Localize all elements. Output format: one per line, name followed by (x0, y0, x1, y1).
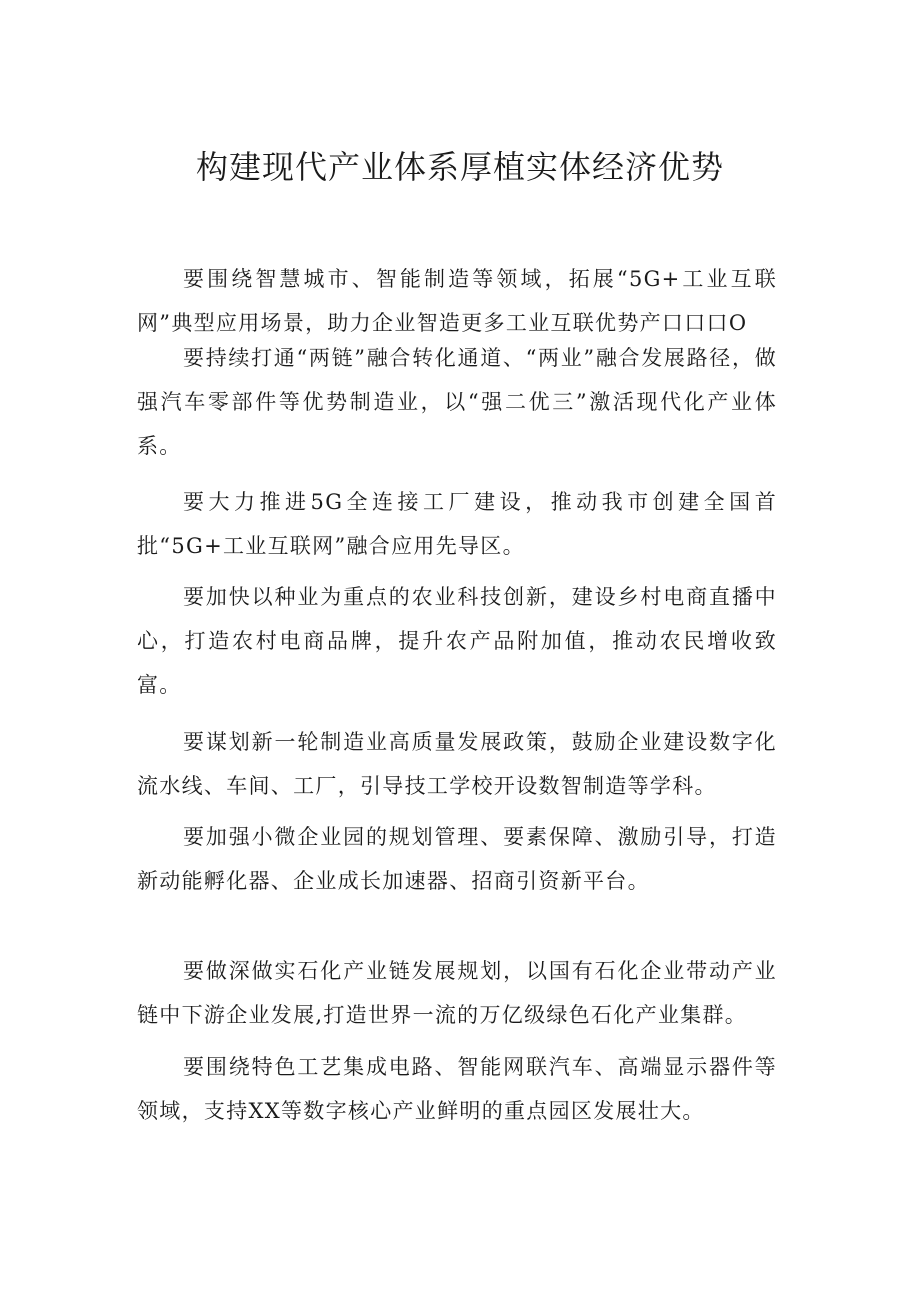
document-title: 构建现代产业体系厚植实体经济优势 (195, 148, 724, 186)
paragraph-5g-factory: 要大力推进5G全连接工厂建设，推动我市创建全国首批“5G+工业互联网”融合应用先导区。 (137, 490, 777, 558)
paragraph-small-enterprise-park: 要加强小微企业园的规划管理、要素保障、激励引导，打造新动能孵化器、企业成长加速器、招商引资新平台。 (137, 825, 777, 893)
paragraph-agriculture: 要加快以种业为重点的农业科技创新，建设乡村电商直播中心，打造农村电商品牌，提升农产品附加值，推动农民增收致富。 (137, 585, 777, 697)
paragraph-two-chains: 要持续打通“两链”融合转化通道、“两业”融合发展路径，做强汽车零部件等优势制造业，以“强二优三”激活现代化产业体系。 (137, 346, 777, 458)
paragraph-digital-core-industry: 要围绕特色工艺集成电路、智能网联汽车、高端显示器件等领域，支持XX等数字核心产业鲜明的重点园区发展壮大。 (137, 1055, 777, 1123)
paragraph-petrochemical: 要做深做实石化产业链发展规划，以国有石化企业带动产业链中下游企业发展,打造世界一流的万亿级绿色石化产业集群。 (137, 959, 777, 1027)
paragraph-5g-industrial-internet: 要围绕智慧城市、智能制造等领域，拓展“5G+工业互联网”典型应用场景，助力企业智造更多工业互联优势产口口口O (137, 267, 777, 335)
paragraph-manufacturing-policy: 要谋划新一轮制造业高质量发展政策，鼓励企业建设数字化流水线、车间、工厂，引导技工学校开设数智制造等学科。 (137, 730, 777, 798)
